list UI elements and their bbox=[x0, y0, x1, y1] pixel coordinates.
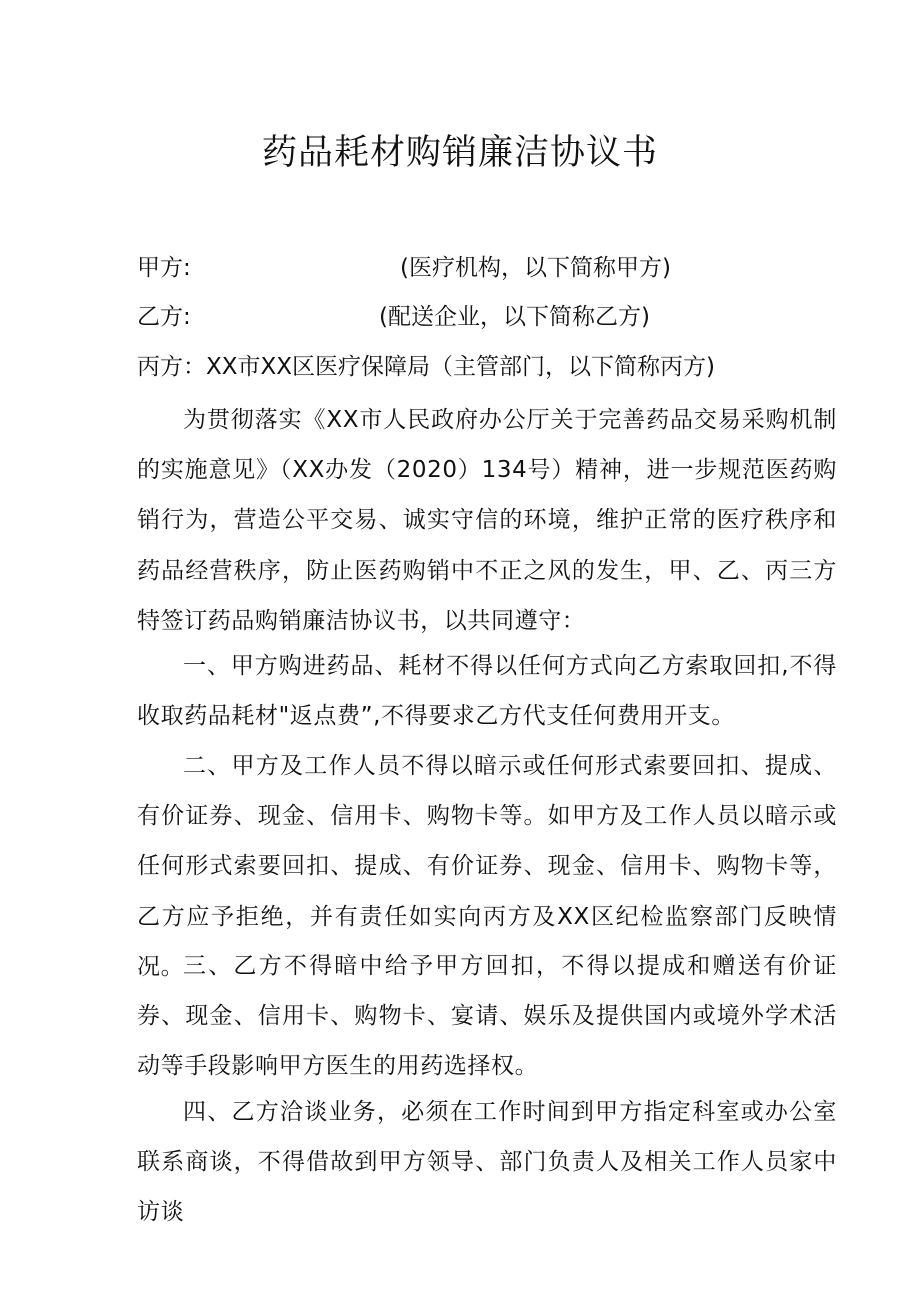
clause-4-paragraph: 四、乙方洽谈业务，必须在工作时间到甲方指定科室或办公室联系商谈，不得借故到甲方领导、部门负责人及相关工作人员家中访谈 bbox=[137, 1099, 837, 1226]
party-b-note: (配送企业，以下简称乙方) bbox=[379, 304, 650, 330]
clause-3-paragraph: 三、乙方不得暗中给予甲方回扣，不得以提成和赠送有价证券、现金、信用卡、购物卡、宴请、娱乐及提供国内或境外学术活动等手段影响甲方医生的用药选择权。 bbox=[137, 953, 837, 1080]
document-title: 药品耗材购销廉洁协议书 bbox=[261, 133, 658, 173]
party-c-line bbox=[137, 352, 715, 382]
party-a-note: (医疗机构，以下简称甲方) bbox=[400, 255, 671, 281]
party-c-label: 丙方：XX市XX区医疗保障局（主管部门，以下简称丙方) bbox=[137, 354, 715, 380]
party-b-label: 乙方: bbox=[137, 304, 191, 330]
clause-2-paragraph: 二、甲方及工作人员不得以暗示或任何形式索要回扣、提成、有价证券、现金、信用卡、购物卡等。如甲方及工作人员以暗示或任何形式索要回扣、提成、有价证券、现金、信用卡、购物卡等，乙方应予拒绝，并有责任如实向丙方及XX区纪检监察部门反映情况。 bbox=[137, 753, 837, 980]
party-a-label: 甲方: bbox=[137, 255, 191, 281]
party-a-line bbox=[137, 253, 671, 283]
preamble-paragraph: 为贯彻落实《XX市人民政府办公厅关于完善药品交易采购机制的实施意见》（XX办发（2020）134号）精神，进一步规范医药购销行为，营造公平交易、诚实守信的环境，维护正常的医疗秩序和药品经营秩序，防止医药购销中不正之风的发生，甲、乙、丙三方特签订药品购销廉洁协议书，以共同遵守： bbox=[137, 407, 837, 634]
party-b-line bbox=[137, 302, 650, 332]
clause-1-paragraph: 一、甲方购进药品、耗材不得以任何方式向乙方索取回扣,不得收取药品耗材"返点费”,不得要求乙方代支任何费用开支。 bbox=[137, 653, 837, 730]
